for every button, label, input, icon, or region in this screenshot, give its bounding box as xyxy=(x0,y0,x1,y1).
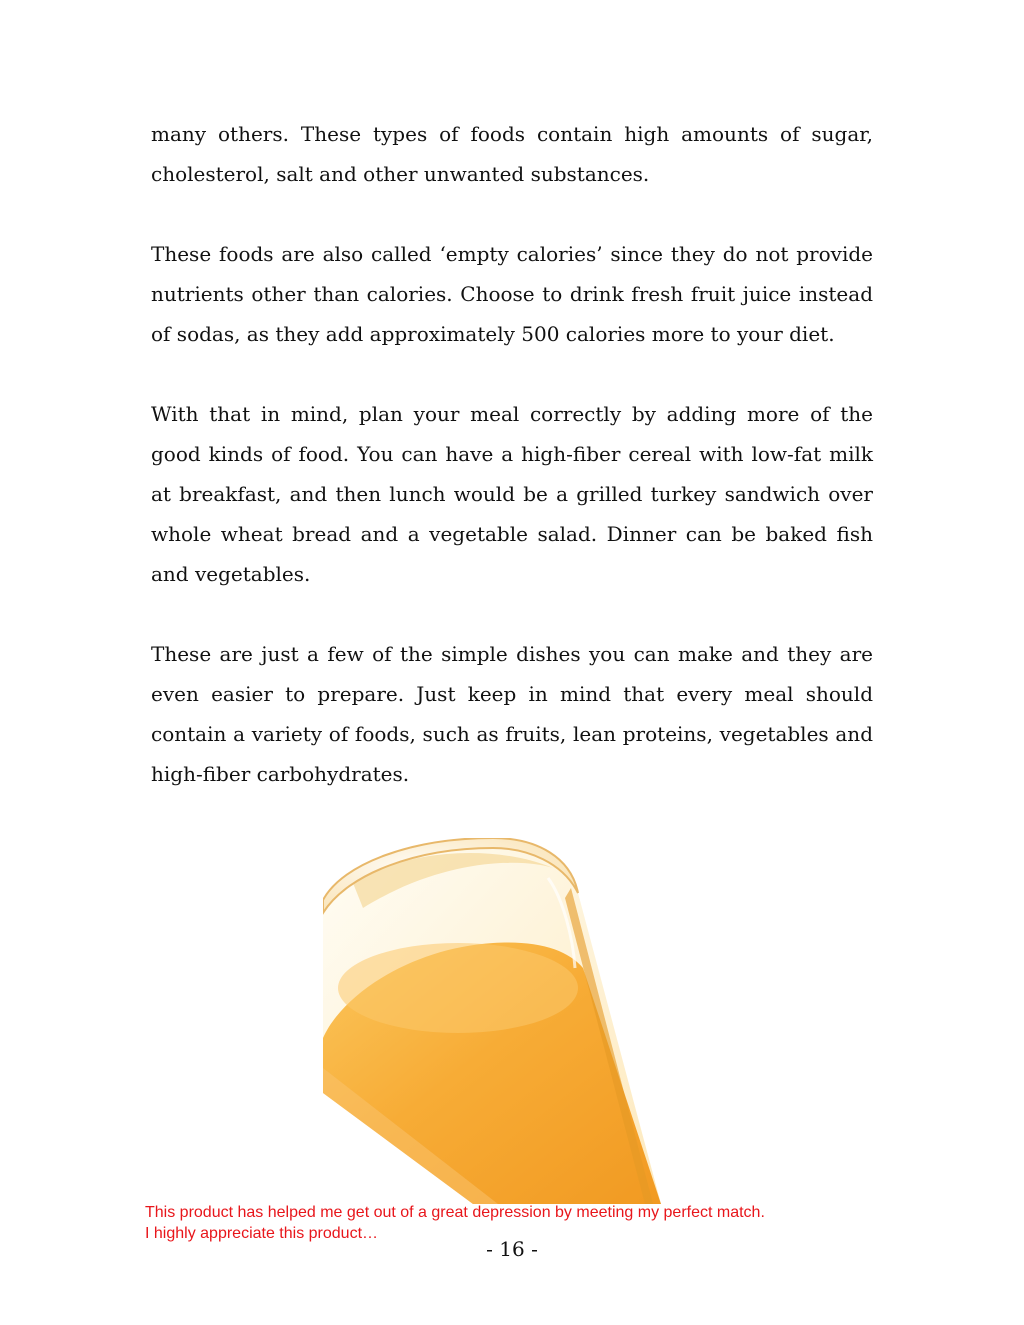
page-body xyxy=(151,114,873,834)
paragraph-1: many others. These types of foods contain high amounts of sugar, cholesterol, salt and other unwanted substances. xyxy=(151,122,873,186)
promo-note-line-2: I highly appreciate this product… xyxy=(145,1225,379,1242)
orange-juice-glass-image xyxy=(323,838,663,1204)
paragraph-3: With that in mind, plan your meal correctly by adding more of the good kinds of food. You can have a high-fiber cereal with low-fat milk at breakfast, and then lunch would be a grilled turkey sandwich over whole wheat bread and a vegetable salad. Dinner can be baked fish and vegetables. xyxy=(151,402,873,586)
paragraph-2: These foods are also called ‘empty calories’ since they do not provide nutrients other than calories. Choose to drink fresh fruit juice instead of sodas, as they add approximately 500 calories more to your diet. xyxy=(151,242,873,346)
page-number: - 16 - xyxy=(486,1237,538,1261)
promo-note-line-1: This product has helped me get out of a great depression by meeting my perfect match. xyxy=(145,1204,765,1221)
paragraph-4: These are just a few of the simple dishes you can make and they are even easier to prepare. Just keep in mind that every meal should contain a variety of foods, such as fruits, lean proteins, vegetables and high-fiber carbohydrates. xyxy=(151,642,873,786)
